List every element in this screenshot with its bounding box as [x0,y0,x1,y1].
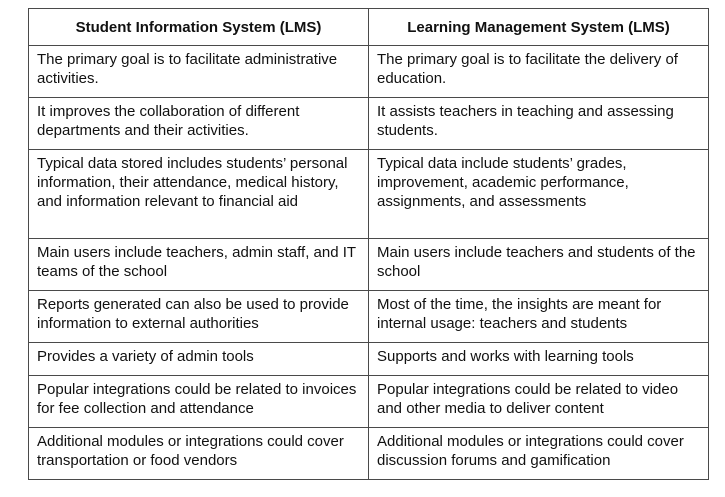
table-cell-lms: Additional modules or integrations could cover discussion forums and gamification [369,428,709,480]
table-cell-sis: Popular integrations could be related to invoices for fee collection and attendance [29,376,369,428]
table-cell-sis: Main users include teachers, admin staff, and IT teams of the school [29,239,369,291]
table-row [29,428,709,480]
table-cell-sis: Reports generated can also be used to provide information to external authorities [29,291,369,343]
table-cell-sis: It improves the collaboration of different departments and their activities. [29,98,369,150]
table-cell-lms: The primary goal is to facilitate the delivery of education. [369,46,709,98]
table-cell-lms: It assists teachers in teaching and assessing students. [369,98,709,150]
table-row [29,98,709,150]
table-cell-lms: Most of the time, the insights are meant for internal usage: teachers and students [369,291,709,343]
table-row [29,376,709,428]
header-sis: Student Information System (LMS) [29,9,369,46]
comparison-table [28,8,709,480]
table-row [29,343,709,376]
table-cell-lms: Typical data include students’ grades, improvement, academic performance, assignments, and assessments [369,150,709,239]
table-cell-lms: Main users include teachers and students of the school [369,239,709,291]
table-cell-lms: Popular integrations could be related to video and other media to deliver content [369,376,709,428]
table-cell-sis: Typical data stored includes students’ personal information, their attendance, medical history, and information relevant to financial aid [29,150,369,239]
header-lms: Learning Management System (LMS) [369,9,709,46]
table-header-row [29,9,709,46]
table-row [29,150,709,239]
table-cell-sis: The primary goal is to facilitate administrative activities. [29,46,369,98]
table-cell-sis: Provides a variety of admin tools [29,343,369,376]
table-cell-sis: Additional modules or integrations could cover transportation or food vendors [29,428,369,480]
comparison-table-container [28,8,708,480]
table-row [29,239,709,291]
table-row [29,291,709,343]
table-row [29,46,709,98]
table-cell-lms: Supports and works with learning tools [369,343,709,376]
